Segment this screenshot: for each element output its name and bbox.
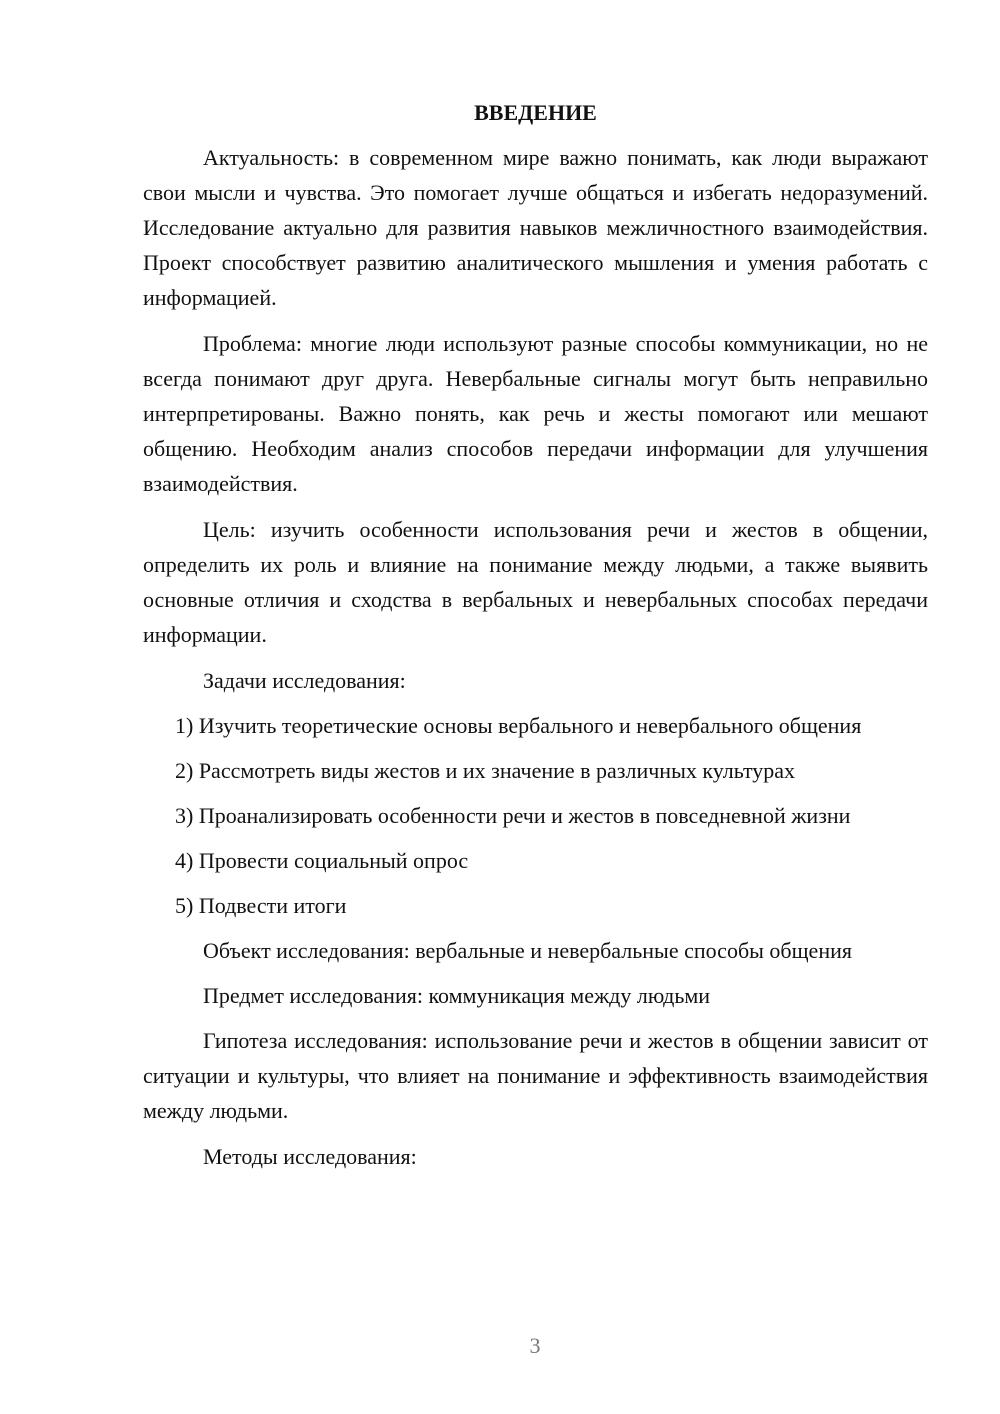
page-number: 3 — [529, 1333, 541, 1358]
task-item-5: 5) Подвести итоги — [175, 893, 347, 918]
section-title: ВВЕДЕНИЕ — [474, 100, 597, 125]
methods-heading: Методы исследования: — [203, 1144, 417, 1169]
subject-paragraph: Предмет исследования: коммуникация между людьми — [203, 983, 711, 1008]
page-content — [143, 95, 928, 1174]
task-item-3: 3) Проанализировать особенности речи и жестов в повседневной жизни — [175, 803, 851, 828]
object-paragraph: Объект исследования: вербальные и невербальные способы общения — [203, 938, 852, 963]
task-item-2: 2) Рассмотреть виды жестов и их значение в различных культурах — [175, 758, 796, 783]
goal-paragraph: Цель: изучить особенности использования речи и жестов в общении, определить их роль и влияние на понимание между людьми, а также выявить основные отличия и сходства в вербальных и невербальных способах передачи информации. — [143, 517, 928, 647]
hypothesis-paragraph: Гипотеза исследования: использование речи и жестов в общении зависит от ситуации и культуры, что влияет на понимание и эффективность взаимодействия между людьми. — [143, 1028, 928, 1123]
task-item-4: 4) Провести социальный опрос — [175, 848, 469, 873]
problem-paragraph: Проблема: многие люди используют разные способы коммуникации, но не всегда понимают друг друга. Невербальные сигналы могут быть неправильно интерпретированы. Важно понять, как речь и жесты помогают или мешают общению. Необходим анализ способов передачи информации для улучшения взаимодействия. — [143, 331, 928, 496]
relevance-paragraph: Актуальность: в современном мире важно понимать, как люди выражают свои мысли и чувства. Это помогает лучше общаться и избегать недоразумений. Исследование актуально для развития навыков межличностного взаимодействия. Проект способствует развитию аналитического мышления и умения работать с информацией. — [143, 145, 928, 310]
task-item-1: 1) Изучить теоретические основы вербального и невербального общения — [175, 713, 862, 738]
tasks-heading: Задачи исследования: — [203, 668, 406, 693]
